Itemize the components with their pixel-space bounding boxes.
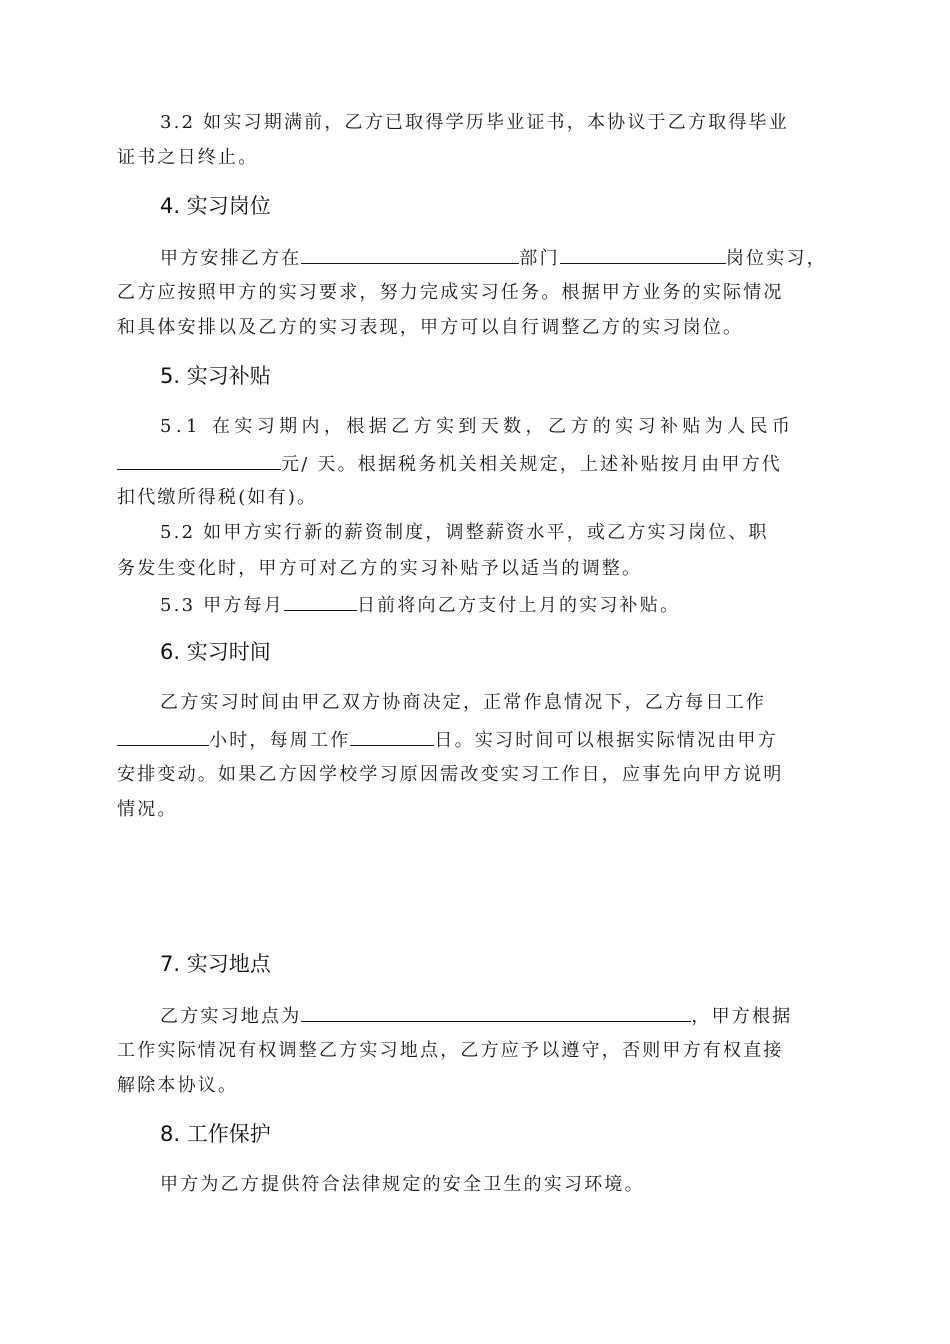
clause-5-1-line-3 — [117, 486, 317, 510]
clause-3-2-text-2: 证书之日终止。 — [117, 147, 259, 168]
clause-5-2-text-2: 务发生变化时，甲方可对乙方的实习补贴予以适当的调整。 — [117, 558, 643, 579]
section-4-line-3 — [117, 316, 743, 340]
department-blank[interactable] — [301, 245, 519, 264]
section-4-text-2: 乙方应按照甲方的实习要求，努力完成实习任务。根据甲方业务的实际情况 — [117, 282, 784, 303]
section-6-text-1: 乙方实习时间由甲乙双方协商决定，正常作息情况下，乙方每日工作 — [160, 692, 766, 713]
section-7-heading: 7. 实习地点 — [160, 952, 271, 976]
section-7-line-1 — [160, 1003, 792, 1027]
section-4-line-2 — [117, 281, 784, 305]
section-6-line-3 — [117, 763, 784, 787]
section-5-heading: 5. 实习补贴 — [160, 364, 271, 388]
section-4-line-1 — [160, 245, 827, 269]
payday-blank[interactable] — [284, 592, 357, 611]
clause-5-1-text-3: 扣代缴所得税(如有)。 — [117, 487, 318, 508]
section-6-text-2a: 小时，每周工作 — [209, 730, 351, 751]
clause-5-1-text-1: 5.1 在实习期内，根据乙方实到天数，乙方的实习补贴为人民币 — [160, 416, 795, 437]
clause-5-1-line-2 — [117, 451, 782, 475]
location-blank[interactable] — [301, 1003, 691, 1022]
clause-3-2-text-1: 3.2 如实习期满前，乙方已取得学历毕业证书，本协议于乙方取得毕业 — [160, 112, 789, 133]
section-7-text-1b: ，甲方根据 — [691, 1006, 793, 1027]
section-6-line-2 — [117, 727, 778, 751]
section-8-text-1: 甲方为乙方提供符合法律规定的安全卫生的实习环境。 — [160, 1174, 645, 1195]
clause-5-1-line-1 — [160, 415, 794, 439]
clause-5-3-text-a: 5.3 甲方每月 — [160, 595, 284, 616]
section-8-line-1 — [160, 1173, 645, 1197]
clause-5-2-line-2 — [117, 557, 642, 581]
subsidy-amount-blank[interactable] — [117, 451, 281, 470]
section-4-heading: 4. 实习岗位 — [160, 194, 271, 218]
section-6-line-1 — [160, 691, 766, 715]
section-6-text-2b: 日。实习时间可以根据实际情况由甲方 — [434, 730, 778, 751]
section-7-line-3 — [117, 1074, 238, 1098]
section-7-text-3: 解除本协议。 — [117, 1075, 239, 1096]
section-4-text-1c: 岗位实习， — [725, 248, 827, 269]
clause-5-2-line-1 — [160, 521, 769, 545]
clause-5-3-text-b: 日前将向乙方支付上月的实习补贴。 — [356, 595, 681, 616]
section-7-text-2: 工作实际情况有权调整乙方实习地点，乙方应予以遵守，否则甲方有权直接 — [117, 1040, 784, 1061]
section-6-text-4: 情况。 — [117, 799, 178, 820]
position-blank[interactable] — [560, 245, 726, 264]
section-7-text-1a: 乙方实习地点为 — [160, 1006, 302, 1027]
section-8-heading: 8. 工作保护 — [160, 1122, 271, 1146]
clause-5-1-text-2: 元/ 天。根据税务机关相关规定，上述补贴按月由甲方代 — [281, 454, 782, 475]
clause-3-2-line-2 — [117, 146, 258, 170]
section-4-text-1b: 部门 — [519, 248, 560, 269]
section-4-text-1a: 甲方安排乙方在 — [160, 248, 302, 269]
clause-5-3-line-1 — [160, 592, 680, 616]
clause-3-2-line-1 — [160, 111, 789, 135]
daily-hours-blank[interactable] — [117, 727, 209, 746]
section-6-text-3: 安排变动。如果乙方因学校学习原因需改变实习工作日，应事先向甲方说明 — [117, 764, 784, 785]
clause-5-2-text-1: 5.2 如甲方实行新的薪资制度，调整薪资水平，或乙方实习岗位、职 — [160, 522, 769, 543]
section-4-text-3: 和具体安排以及乙方的实习表现，甲方可以自行调整乙方的实习岗位。 — [117, 317, 744, 338]
weekly-days-blank[interactable] — [350, 727, 434, 746]
section-6-line-4 — [117, 798, 178, 822]
section-6-heading: 6. 实习时间 — [160, 640, 271, 664]
section-7-line-2 — [117, 1039, 784, 1063]
